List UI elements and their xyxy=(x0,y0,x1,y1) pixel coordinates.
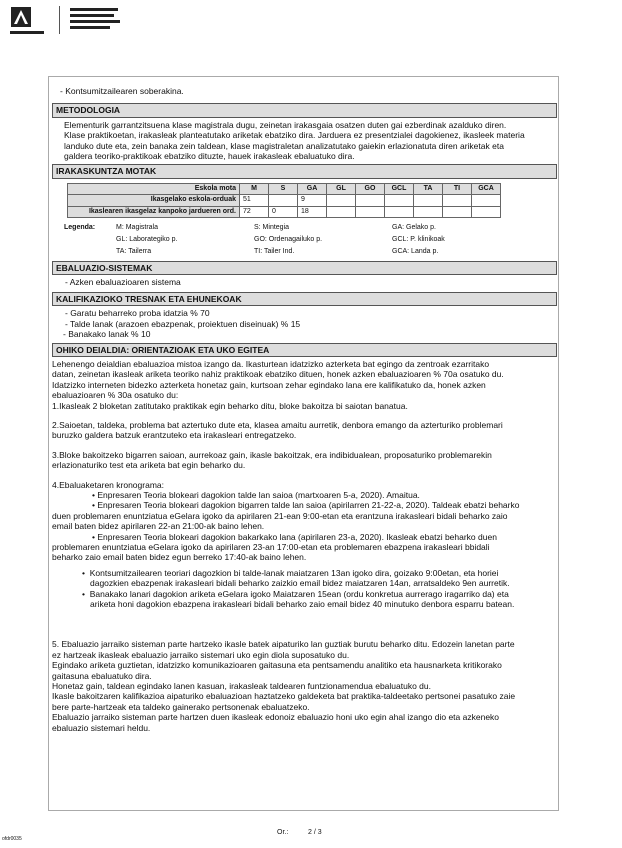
legend-item: GCL: P. klinikoak xyxy=(392,236,445,244)
section-title-irakaskuntza: IRAKASKUNTZA MOTAK xyxy=(52,164,557,178)
legend xyxy=(52,222,557,258)
list-item: - Talde lanak (arazoen ebazpenak, proiektuen diseinuak) % 15 xyxy=(65,318,301,329)
logo-text-line xyxy=(70,20,120,23)
text-line: Idatzizko interneten bidezko azterketa honetaz gain, kurtsoan zehar egindako lana ere kalifikatuko da, honek azken xyxy=(52,379,486,390)
table-cell: 18 xyxy=(298,206,327,217)
text-line: galdera teoriko-praktikoak ebatziko dituzte, hauek irakasleak ebaluatuko dira. xyxy=(64,151,355,162)
column-header: GCL xyxy=(385,183,414,194)
section-title-kalifikazio: KALIFIKAZIOKO TRESNAK ETA EHUNEKOAK xyxy=(52,292,557,306)
bullet-text: Kontsumitzailearen teoriari dagozkion bi talde-lanak maiatzaren 13an igoko dira, goizako 9:00etan, eta horiei xyxy=(89,567,499,578)
legend-item: TI: Tailer Ind. xyxy=(254,248,295,256)
university-logo xyxy=(10,6,120,36)
table-cell xyxy=(472,206,501,217)
university-emblem-icon xyxy=(10,6,32,28)
row-label: Ikaslearen ikasgelaz kanpoko jardueren ord. xyxy=(68,206,240,217)
table-cell xyxy=(443,195,472,206)
table-cell xyxy=(414,195,443,206)
text-line: dagozkien ebazpenak irakasleari bidali beharko zaizkio email bidez maiatzaren 14an, arratsaldeko 9en aurretik. xyxy=(90,578,510,589)
metodologia-text xyxy=(64,120,557,162)
table-row xyxy=(68,206,501,217)
legend-item: S: Mintegia xyxy=(254,224,290,232)
table-header-row xyxy=(68,183,501,194)
grading-list xyxy=(52,308,557,339)
legend-item: TA: Tailerra xyxy=(116,248,152,256)
bullet-item xyxy=(82,568,557,578)
bullet-icon: • xyxy=(82,567,90,578)
logo-text-line xyxy=(10,31,44,34)
table-header-label: Eskola mota xyxy=(68,183,240,194)
text-line: landuko dute eta, zein banaka zein taldean, klase magistraletan analizatutako gaiekin erlazionatuta diren ariketak eta xyxy=(64,140,504,151)
logo-divider xyxy=(59,6,60,34)
column-header: GO xyxy=(356,183,385,194)
text-line: 4.Ebaluaketaren kronograma: xyxy=(52,479,164,490)
column-header: TA xyxy=(414,183,443,194)
table-cell xyxy=(327,206,356,217)
text-line: ariketa honi dagokion ebazpena irakasleari bidali beharko zaio email bidez 40 minutuko denbora esparru batean. xyxy=(90,599,515,610)
legend-label: Legenda: xyxy=(64,224,96,232)
section-title-ebaluazio: EBALUAZIO-SISTEMAK xyxy=(52,261,557,275)
table-cell: 0 xyxy=(269,206,298,217)
text-line: Lehenengo deialdian ebaluazioa mistoa izango da. Ikasturtean idatzizko azterketa bat egingo da zentroak ezarritako xyxy=(52,358,490,369)
text-line: Ebaluazio jarraiko sisteman parte hartzen duen ikasleak edonoiz ebaluazio honi uko egin ahal izango dio eta azkeneko xyxy=(52,712,500,723)
footer-page-number: 2 / 3 xyxy=(308,829,322,836)
text-line: Elementurik garrantzitsuena klase magistrala dugu, zeinetan irakasgaia osatzen duten gai ezberdinak azalduko diren. xyxy=(64,119,507,130)
text-line: Ikasle bakoitzaren kalifikazioa aipaturiko ebaluazioan haztatzeko galdeketa bat praktika-taldeetako pertsonei pasatuko zaie xyxy=(52,691,516,702)
teaching-modes-table xyxy=(67,183,501,218)
text-line: problemaren enuntziatua eGelara igoko da apirilaren 23-an 17:00-etan eta problemaren ebazpena irakasleari bbidali xyxy=(52,542,490,552)
text-line: datan, zeinetan ikasleak ariketa teoriko nahiz praktikoak ebatziko dituen, honek azken ebaluazioaren % 70a osatuko du. xyxy=(52,369,504,380)
logo-text-line xyxy=(70,26,110,29)
legend-item: GO: Ordenagailuko p. xyxy=(254,236,323,244)
table-cell xyxy=(269,195,298,206)
table-cell xyxy=(472,195,501,206)
text-line: gaitasuna ebaluatuko dira. xyxy=(52,670,152,681)
text-line: erlazionaturiko test eta ariketa bat egin beharko du. xyxy=(52,460,246,471)
table-cell: 51 xyxy=(240,195,269,206)
bullet-text: Banakako lanari dagokion ariketa eGelara igoko Maiatzaren 15ean (ordu konkretua aurrerago iragarriko da) eta xyxy=(89,588,509,599)
intro-item: - Kontsumitzailearen soberakina. xyxy=(60,86,184,96)
text-line: 2.Saioetan, taldeka, problema bat aztertuko dute eta, klasea amaitu aurretik, denbora emango da azterturiko problemari xyxy=(52,419,503,430)
footer-page-label: Or.: xyxy=(277,829,289,836)
footer-code: ofdr0035 xyxy=(2,836,22,842)
text-line: 5. Ebaluazio jarraiko sisteman parte hartzeko ikasle batek aipaturiko lan guztiak burutu beharko ditu. Edozein lanetan parte xyxy=(52,639,515,650)
column-header: GL xyxy=(327,183,356,194)
legend-item: GCA: Landa p. xyxy=(392,248,439,256)
text-line: 3.Bloke bakoitzeko bigarren saioan, aurrekoaz gain, ikasle bakoitzak, era indibidualean, proposaturiko problemarekin xyxy=(52,449,492,460)
text-line: ebaluazioaren % 30a osatuko du: xyxy=(52,390,179,401)
column-header: GCA xyxy=(472,183,501,194)
legend-item: M: Magistrala xyxy=(116,224,159,232)
bullet-item: • Enpresaren Teoria blokeari dagokion talde lan saioa (martxoaren 5-a, 2020). Amaitua. xyxy=(92,489,420,500)
text-line: Honetaz gain, taldean egindako lanen kasuan, irakasleak taldearen funtzionamendua ebaluatuko du. xyxy=(52,681,431,692)
text-line: ez hartzeak ikasleak ebaluazio jarraiko sistemari uko egin diola suposatuko du. xyxy=(52,649,350,660)
logo-text-line xyxy=(70,14,114,17)
text-line: beharko zaio email baten bidez egun berreko 17:40-ak baino lehen. xyxy=(52,552,307,563)
bullet-item: • Enpresaren Teoria blokeari dagokion bakarkako lana (apirilaren 23-a, 2020). Ikasleak ebatzi beharko duen xyxy=(92,531,497,542)
legend-item: GL: Laborategiko p. xyxy=(116,236,178,244)
column-header: M xyxy=(240,183,269,194)
column-header: TI xyxy=(443,183,472,194)
evaluation-system-item: - Azken ebaluazioaren sistema xyxy=(65,277,181,288)
table-cell: 9 xyxy=(298,195,327,206)
list-item: - Banakako lanak % 10 xyxy=(63,329,151,340)
table-cell xyxy=(385,195,414,206)
table-row xyxy=(68,195,501,206)
column-header: S xyxy=(269,183,298,194)
document-body xyxy=(52,86,557,733)
legend-item: GA: Gelako p. xyxy=(392,224,436,232)
bullet-icon: • xyxy=(82,588,90,599)
section-title-ohiko: OHIKO DEIALDIA: ORIENTAZIOAK ETA UKO EGITEA xyxy=(52,343,557,357)
text-line: Klase praktikoetan, irakasleak planteatutako ariketak ebatziko dira. Jarduera ez presentzialei dagokienez, ikasleek materia xyxy=(64,130,525,141)
logo-text-line xyxy=(70,8,118,11)
table-cell xyxy=(385,206,414,217)
text-line: bere parte-hartzeak eta taldeko gainerako pertsonenak ebaluatzeko. xyxy=(52,701,310,712)
table-cell xyxy=(443,206,472,217)
text-line: buruzko galdera batzuk erantzuteko eta irakasleari entregatzeko. xyxy=(52,430,297,441)
list-item: - Garatu beharreko proba idatzia % 70 xyxy=(65,308,210,319)
bullet-item: • Enpresaren Teoria blokeari dagokion bigarren talde lan saioa (apirilarren 21-22-a, 2020). Taldeak ebatzi beharko xyxy=(92,500,520,511)
row-label: Ikasgelako eskola-orduak xyxy=(68,195,240,206)
text-line: Egindako ariketa guztietan, idatzizko komunikazioaren gaitasuna eta pentsamendu analitiko eta hausnarketa kritikorako xyxy=(52,660,502,671)
text-line: 1.Ikasleak 2 bloketan zatitutako praktikak egin beharko ditu, bloke bakoitza bi saiotan banatua. xyxy=(52,400,408,411)
table-cell xyxy=(327,195,356,206)
text-line: email baten bidez apirilaren 22-an 21:00-ak baino lehen. xyxy=(52,521,265,532)
table-cell xyxy=(356,195,385,206)
text-line: duen problemaren enuntziatua eGelara igoko da apirilaren 21-ean 9:00-etan eta erantzuna irakasleari bidali beharko zaio xyxy=(52,510,508,521)
text-line: ebaluazio sistemari heldu. xyxy=(52,722,151,733)
ohiko-body xyxy=(52,359,557,733)
column-header: GA xyxy=(298,183,327,194)
table-cell xyxy=(356,206,385,217)
bullet-item xyxy=(82,589,557,599)
table-cell: 72 xyxy=(240,206,269,217)
section-title-metodologia: METODOLOGIA xyxy=(52,103,557,117)
table-cell xyxy=(414,206,443,217)
